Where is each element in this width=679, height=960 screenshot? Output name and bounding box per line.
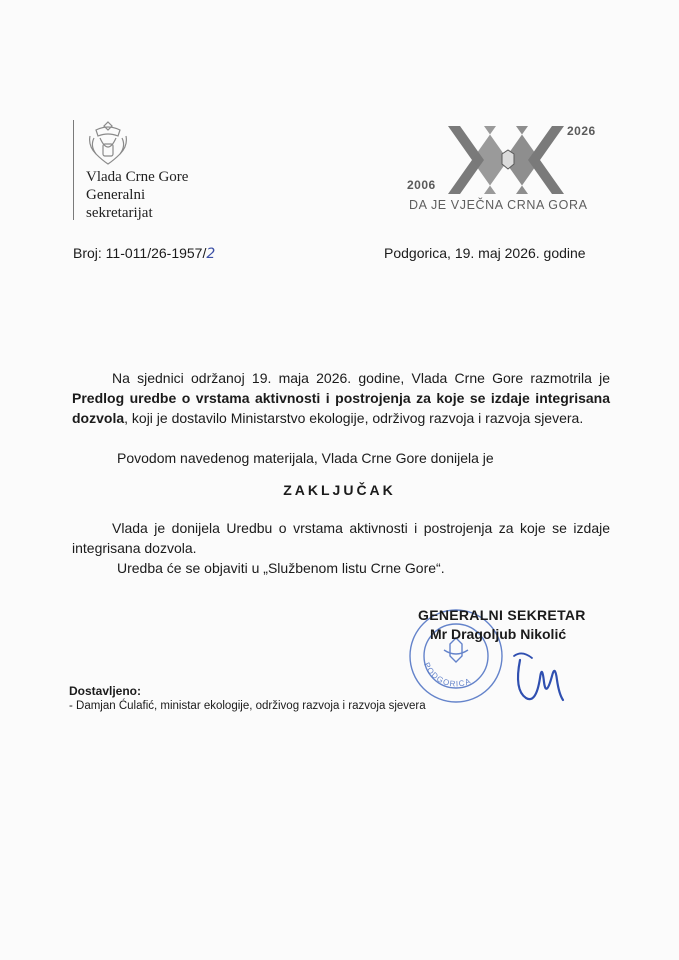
place-date: Podgorica, 19. maj 2026. godine xyxy=(384,245,586,261)
gov-line: Generalni xyxy=(86,187,146,203)
paragraph-text: Vlada je donijela Uredbu o vrstama aktivnosti i postrojenja za koje se izdaje integrisana dozvola. xyxy=(72,520,610,556)
reference-number xyxy=(73,245,215,262)
header-divider xyxy=(73,120,74,220)
paragraph-decision-intro: Povodom navedenog materijala, Vlada Crne Gore donijela je xyxy=(117,450,494,466)
signatory-name: Mr Dragoljub Nikolić xyxy=(430,626,567,642)
conclusion-heading: ZAKLJUČAK xyxy=(283,482,396,498)
reference-number-label: Broj: 11-011/26-1957/ xyxy=(73,245,207,261)
jubilee-year-start: 2006 xyxy=(407,178,436,192)
handwritten-suffix: 2 xyxy=(206,246,216,262)
paragraph-text: , koji je dostavilo Ministarstvo ekologije, održivog razvoja i razvoja sjevera. xyxy=(124,410,584,426)
signature-icon xyxy=(506,640,576,710)
distribution-item: - Damjan Ćulafić, ministar ekologije, održivog razvoja i razvoja sjevera xyxy=(69,700,426,712)
jubilee-tagline: DA JE VJEČNA CRNA GORA xyxy=(409,198,588,212)
svg-text:PODGORICA xyxy=(422,661,473,689)
coat-of-arms-icon xyxy=(86,118,130,168)
paragraph-session xyxy=(72,368,610,428)
paragraph-bold-title: Predlog uredbe o vrstama aktivnosti i postrojenja za koje se izdaje integrisana dozvola xyxy=(72,390,610,426)
government-name xyxy=(86,168,188,222)
paragraph-publication: Uredba će se objaviti u „Službenom listu Crne Gore“. xyxy=(117,560,445,576)
distribution-title: Dostavljeno: xyxy=(69,684,142,698)
signatory-title: GENERALNI SEKRETAR xyxy=(418,607,586,623)
stamp-text: PODGORICA xyxy=(422,661,473,689)
gov-line: Vlada Crne Gore xyxy=(86,169,189,185)
jubilee-logo-icon xyxy=(444,124,572,196)
jubilee-year-end: 2026 xyxy=(567,124,596,138)
paragraph-text: Na sjednici održanoj 19. maja 2026. godine, Vlada Crne Gore razmotrila je xyxy=(112,370,610,386)
gov-line: sekretarijat xyxy=(86,205,153,221)
paragraph-decision xyxy=(72,518,610,558)
